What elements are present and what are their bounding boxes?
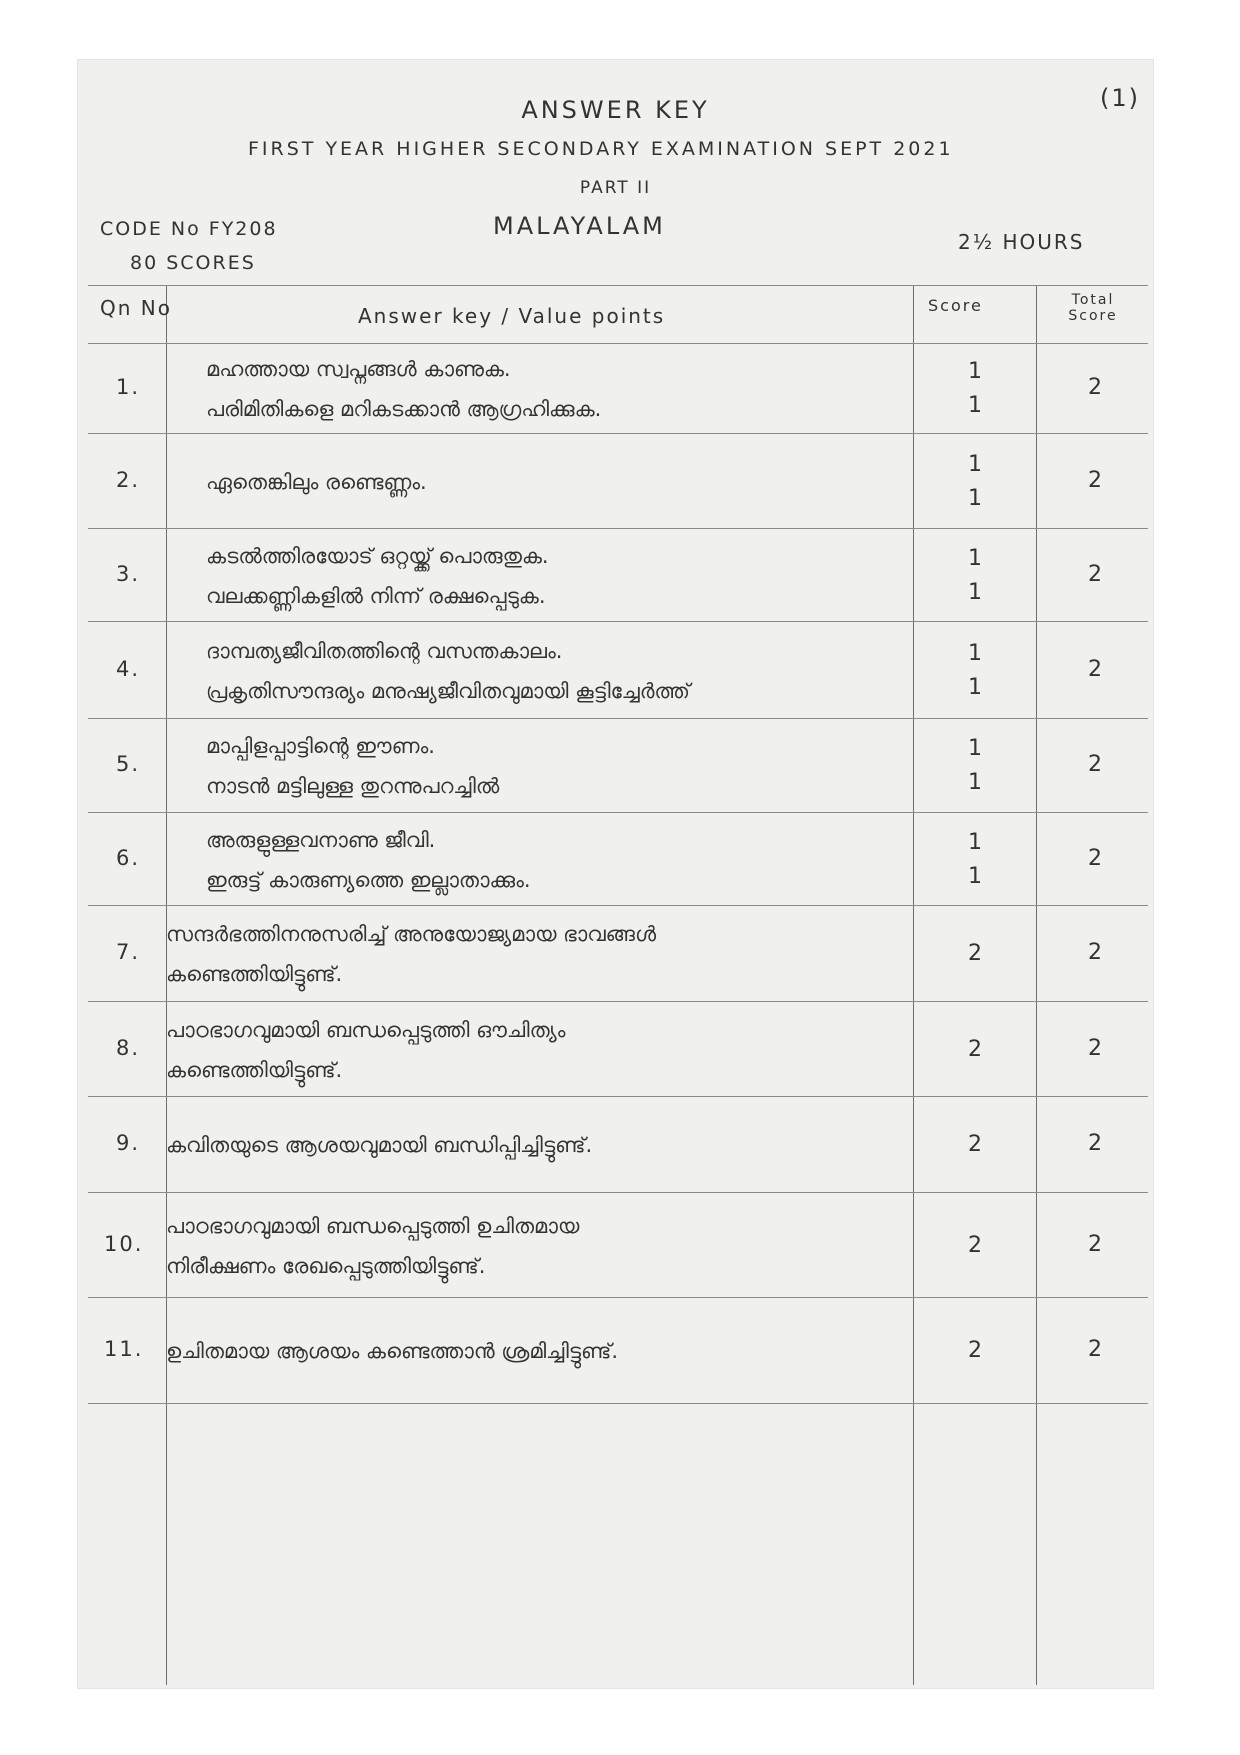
score-value: 1 bbox=[968, 485, 984, 511]
answer-line: പരിമിതികളെ മറികടക്കാൻ ആഗ്രഹിക്കുക. bbox=[206, 397, 602, 421]
score-values bbox=[968, 1229, 984, 1263]
answer-line: ദാമ്പത്യജീവിതത്തിന്റെ വസന്തകാലം. bbox=[206, 638, 563, 663]
score-values bbox=[968, 542, 984, 610]
answer-line: കണ്ടെത്തിയിട്ടുണ്ട്. bbox=[166, 1057, 343, 1082]
answer-value-points bbox=[166, 1010, 565, 1090]
table-row bbox=[88, 1001, 1148, 1097]
exam-code: CODE No FY208 bbox=[100, 218, 278, 240]
answer-line: ഉചിതമായ ആശയം കണ്ടെത്താൻ ശ്രമിച്ചിട്ടുണ്ട്. bbox=[166, 1339, 619, 1363]
answer-value-points bbox=[206, 536, 549, 616]
score-value: 1 bbox=[968, 393, 984, 418]
score-value: 1 bbox=[968, 545, 984, 571]
score-value: 1 bbox=[968, 451, 984, 477]
answer-line: അരുളുള്ളവനാണു ജീവി. bbox=[206, 827, 436, 852]
answer-line: ഇരുട്ട് കാരുണ്യത്തെ ഇല്ലാതാക്കും. bbox=[206, 867, 531, 892]
exam-duration: 2½ HOURS bbox=[958, 230, 1085, 254]
total-score: 2 bbox=[1088, 845, 1104, 871]
score-values bbox=[968, 637, 984, 705]
total-score: 2 bbox=[1088, 1035, 1104, 1061]
score-value: 2 bbox=[968, 941, 984, 966]
total-score: 2 bbox=[1088, 940, 1104, 965]
question-number: 11. bbox=[104, 1337, 144, 1361]
answer-value-points bbox=[166, 1125, 592, 1165]
score-value: 1 bbox=[968, 640, 984, 666]
exam-subtitle: FIRST YEAR HIGHER SECONDARY EXAMINATION SEPT 2021 bbox=[248, 138, 954, 160]
answer-value-points bbox=[206, 462, 427, 502]
answer-value-points bbox=[206, 349, 601, 429]
score-value: 2 bbox=[968, 1232, 984, 1258]
answer-line: പ്രകൃതിസൗന്ദര്യം മനുഷ്യജീവിതവുമായി കൂട്ടിച്ചേർത്ത് bbox=[206, 678, 691, 703]
answer-line: സന്ദർഭത്തിനനുസരിച്ച് അനുയോജ്യമായ ഭാവങ്ങൾ bbox=[166, 922, 657, 946]
subject-name: MALAYALAM bbox=[493, 212, 666, 240]
answer-value-points bbox=[206, 631, 690, 711]
total-score: 2 bbox=[1088, 561, 1104, 587]
table-row bbox=[88, 1096, 1148, 1193]
column-header-qno: Qn No bbox=[100, 296, 172, 320]
score-value: 1 bbox=[968, 736, 984, 761]
score-value: 2 bbox=[968, 1338, 984, 1363]
table-divider bbox=[88, 1403, 1148, 1404]
question-number: 10. bbox=[104, 1231, 144, 1256]
table-row bbox=[88, 905, 1148, 1002]
score-value: 1 bbox=[968, 829, 984, 855]
score-values bbox=[968, 1334, 984, 1368]
score-value: 2 bbox=[968, 1036, 984, 1062]
table-row bbox=[88, 621, 1148, 719]
table-row bbox=[88, 528, 1148, 622]
score-value: 1 bbox=[968, 579, 984, 605]
score-values bbox=[968, 937, 984, 971]
score-value: 1 bbox=[968, 770, 984, 795]
question-number: 3. bbox=[116, 561, 141, 586]
question-number: 2. bbox=[116, 467, 141, 492]
answer-line: കണ്ടെത്തിയിട്ടുണ്ട്. bbox=[166, 962, 343, 986]
max-scores: 80 SCORES bbox=[130, 252, 256, 274]
answer-line: മഹത്തായ സ്വപ്നങ്ങൾ കാണുക. bbox=[206, 357, 511, 381]
question-number: 9. bbox=[116, 1131, 141, 1155]
table-row bbox=[88, 1192, 1148, 1298]
part-label: PART II bbox=[579, 178, 652, 198]
column-header-score: Score bbox=[928, 296, 983, 315]
answer-line: കവിതയുടെ ആശയവുമായി ബന്ധിപ്പിച്ചിട്ടുണ്ട്. bbox=[166, 1133, 593, 1157]
answer-line: പാഠഭാഗവുമായി ബന്ധപ്പെടുത്തി ഉചിതമായ bbox=[166, 1213, 580, 1238]
score-values bbox=[968, 448, 984, 516]
answer-value-points bbox=[206, 726, 499, 806]
total-score: 2 bbox=[1088, 1231, 1104, 1257]
total-score: 2 bbox=[1088, 1131, 1104, 1156]
total-score: 2 bbox=[1088, 1337, 1104, 1362]
score-values bbox=[968, 1128, 984, 1162]
score-values bbox=[968, 826, 984, 894]
question-number: 1. bbox=[116, 375, 141, 399]
table-header-row bbox=[88, 285, 1148, 344]
answer-line: നിരീക്ഷണം രേഖപ്പെടുത്തിയിട്ടുണ്ട്. bbox=[166, 1253, 486, 1278]
question-number: 8. bbox=[116, 1035, 141, 1060]
score-values bbox=[968, 1033, 984, 1067]
total-score: 2 bbox=[1088, 467, 1104, 493]
score-value: 1 bbox=[968, 674, 984, 700]
score-values bbox=[968, 355, 984, 423]
answer-key-sheet bbox=[78, 60, 1153, 1688]
total-score: 2 bbox=[1088, 752, 1104, 777]
question-number: 5. bbox=[116, 752, 141, 776]
table-row bbox=[88, 343, 1148, 434]
table-row bbox=[88, 1297, 1148, 1404]
question-number: 7. bbox=[116, 940, 141, 964]
answer-value-points bbox=[206, 820, 531, 900]
answer-value-points bbox=[166, 914, 656, 994]
table-row bbox=[88, 433, 1148, 529]
table-row bbox=[88, 718, 1148, 813]
answer-value-points bbox=[166, 1331, 618, 1371]
total-score: 2 bbox=[1088, 375, 1104, 400]
score-value: 1 bbox=[968, 359, 984, 384]
score-values bbox=[968, 732, 984, 800]
table-row bbox=[88, 812, 1148, 906]
column-header-answer: Answer key / Value points bbox=[358, 304, 666, 328]
answer-line: നാടൻ മട്ടിലുള്ള തുറന്നുപറച്ചിൽ bbox=[206, 774, 500, 798]
column-header-total: Total Score bbox=[1068, 292, 1118, 324]
answer-value-points bbox=[166, 1206, 579, 1286]
answer-line: കടൽത്തിരയോട് ഒറ്റയ്ക്ക് പൊരുതുക. bbox=[206, 543, 549, 568]
answer-line: വലക്കണ്ണികളിൽ നിന്ന് രക്ഷപ്പെടുക. bbox=[206, 583, 546, 608]
question-number: 6. bbox=[116, 845, 141, 870]
score-value: 2 bbox=[968, 1132, 984, 1157]
page-title: ANSWER KEY bbox=[521, 96, 710, 124]
answer-line: ഏതെങ്കിലും രണ്ടെണ്ണം. bbox=[206, 469, 427, 494]
total-score: 2 bbox=[1088, 656, 1104, 682]
question-number: 4. bbox=[116, 656, 141, 681]
answer-line: പാഠഭാഗവുമായി ബന്ധപ്പെടുത്തി ഔചിത്യം bbox=[166, 1017, 566, 1042]
score-value: 1 bbox=[968, 863, 984, 889]
page-number: (1) bbox=[1100, 84, 1140, 112]
answer-line: മാപ്പിളപ്പാട്ടിന്റെ ഈണം. bbox=[206, 734, 435, 758]
